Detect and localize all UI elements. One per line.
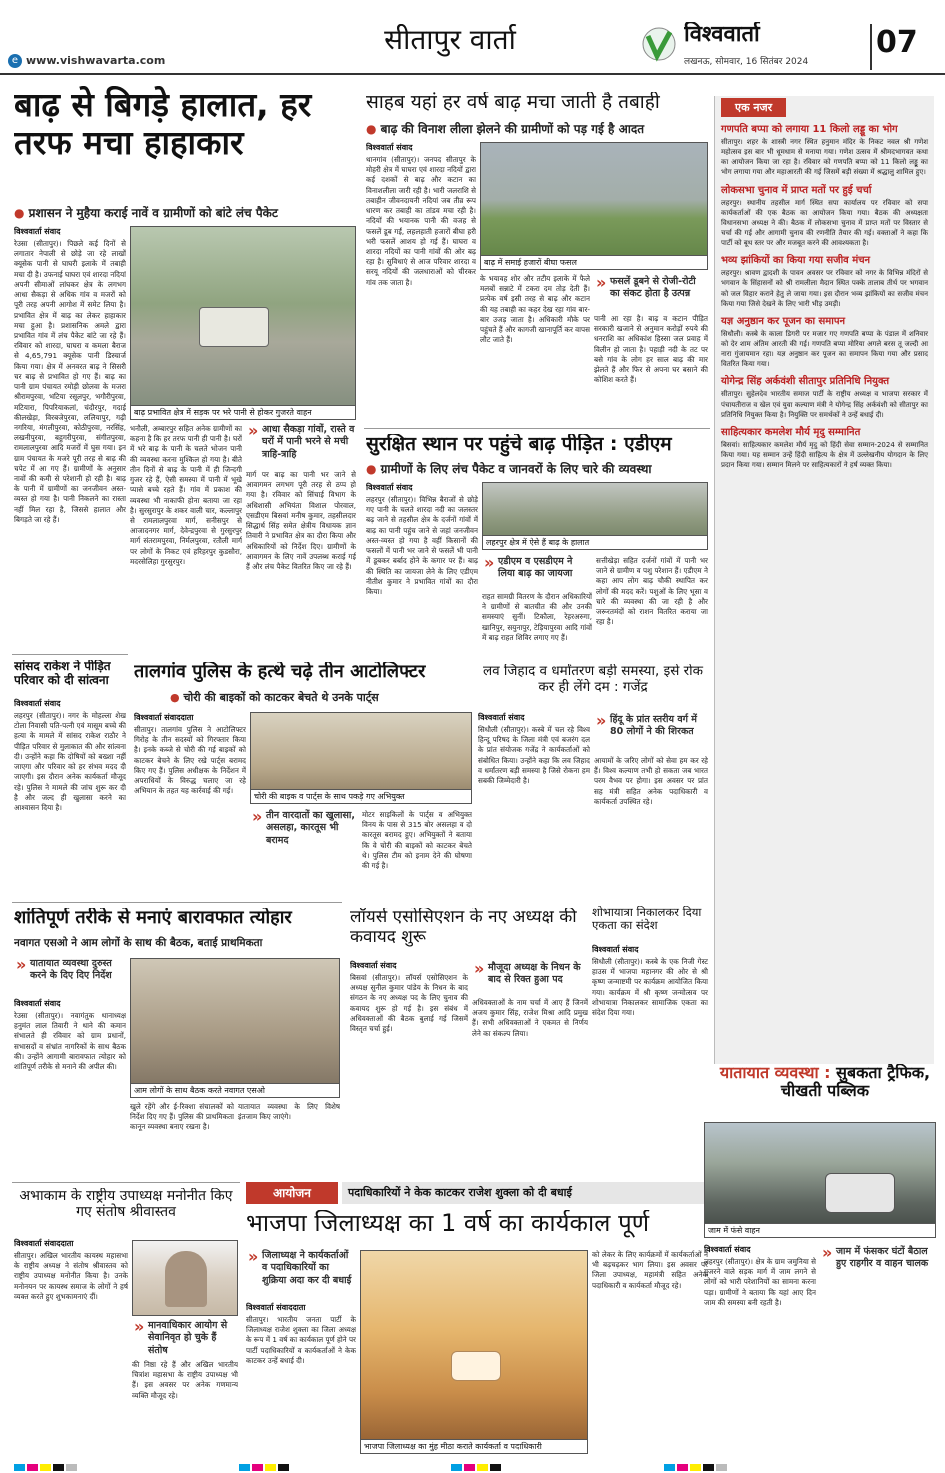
s5-sub-text: चोरी की बाइकों को काटकर बेचते थे उनके पार्ट्स [183,691,379,704]
s7-body2: खुले रहेंगे और ई-रिक्शा संचालकों को निर्देश दिए गए हैं। पुलिस की प्राथमिकता कानून व्यवस्था बनाए रखना है। [130,1102,234,1132]
s6-headline: लव जिहाद व धर्मांतरण बड़ी समस्या, इसे रोक कर ही लेंगे दम : गजेंद्र [482,664,704,695]
header-rule [0,73,945,75]
s11-headline: भाजपा जिलाध्यक्ष का 1 वर्ष का कार्यकाल पूर्ण [246,1210,650,1237]
s11-kicker: पदाधिकारियों ने केक काटकर राजेश शुक्ला को दी बधाई [342,1182,708,1204]
s11-col1 [246,1302,356,1454]
s1-col2 [130,424,242,646]
s7-body3: यातायात व्यवस्था के लिए विशेष इंतजाम किए जाएंगे। [238,1102,340,1122]
ek-nazar-item-body: सीतापुर। शहर के शास्त्री नगर स्थित हनुमान मंदिर के निकट नवल श्री गणेश महोत्सव इस बार भी धूमधाम से मनाया गया। गणेश उत्सव में श्रीमदभागवत कथा का आयोजन किया जा रहा है। रविवार को गणपति बप्पा को 11 किलो लड्डू का भोग लगाया गया और महाआरती की गई जिसमें बड़ी संख्या में श्रद्धालु शामिल हुए। [721,138,928,177]
s8-col1 [350,960,468,1178]
s11-tag: आयोजन [246,1182,338,1204]
s11-body2: को लेकर के लिए कार्यक्रमों में कार्यकर्ताओं ने भी बढ़चढ़कर भाग लिया। इस अवसर पर जिला उपाध्यक्ष, महामंत्री सहित अनेक पदाधिकारी व कार्यकर्ता मौजूद रहे। [592,1250,708,1290]
s5-body2: मोटर साइकिलों के पार्ट्स व अभियुक्त विनय के पास से 315 बोर असलहा व दो कारतूस बरामद हुए। अभियुक्तों ने बताया कि वे चोरी की बाइकों को काटकर बेचते थे। पुलिस टीम को इनाम देने की घोषणा की गई है। [362,810,472,871]
s6-col2 [594,756,708,898]
s13-headline-b: सुबकता ट्रैफिक, चीखती पब्लिक [780,1064,931,1101]
page-number: 07 [876,26,918,60]
s3-caption: लहरपुर क्षेत्र में ऐसे हैं बाढ़ के हालात [483,535,707,549]
cake-shape [451,1351,501,1381]
s1-col3 [246,470,356,646]
bullet-icon: ● [366,462,381,476]
s6-col1 [478,712,590,898]
divider [364,428,710,429]
s2-col3 [594,314,708,424]
masthead [0,0,945,75]
ek-nazar-item-body: बिसवां। साहित्यकार कमलेश मौर्य मृदु को हिंदी सेवा सम्मान-2024 से सम्मानित किया गया। यह सम्मान उन्हें हिंदी साहित्य के क्षेत्र में उल्लेखनीय योगदान के लिए प्रदान किया गया। सम्मान मिलने पर साहित्यकारों ने हर्ष व्यक्त किया। [721,440,928,470]
s8-byline: विश्ववार्ता संवाद [350,961,397,970]
s10-body2: की निष्ठा रहे हैं और अखिल भारतीय चित्रांश महासभा के राष्ट्रीय उपाध्यक्ष भी हैं। इस अवसर पर अनेक गणमान्य व्यक्ति मौजूद रहे। [132,1360,238,1400]
s9-col [592,944,708,1178]
page-number-box [870,24,872,70]
s2-caption: बाढ़ में समाई हजारों बीघा फसल [481,255,707,269]
s1-caption: बाढ़ प्रभावित क्षेत्र में सड़क पर भरे पानी से होकर गुजरते वाहन [131,405,355,419]
s5-sub [170,690,450,706]
section-title: सीतापुर वार्ता [384,24,516,56]
s2-body: थानगांव (सीतापुर)। जनपद सीतापुर के मोहरी क्षेत्र में घाघरा एवं शारदा नदियों द्वारा कई दशकों से बाढ़ और कटान का विनाशलीला जारी रही है। भारी जलराशि से तबाहीन जीवनदायनी नदियां जब तीव्र रूप धारण कर तबाही का तांडव मचा रही है। नदियों की भयानक पानी की वजह से फसलें डूब गईं, लहलहाती हजारों बीघा हरी भरी फसलें आशय हो गई हैं। घाघरा व शारदा नदियों का पानी गांवों की ओर बढ़ रहा है। सुविधाएं से आज परिवार शारदा व सरयू नदियों की जलधाराओं को चीरकर गांव तक जाता है। [366,155,476,287]
s5-byline: विश्ववार्ता संवाददाता [134,713,194,722]
s1-body3: मार्ग पर बाढ़ का पानी भर जाने से आवागमन लगभग पूरी तरह से ठप्प हो गया है। रविवार को सिंचाई विभाग के अधिशासी अभियंता विशाल पोरवाल, एसडीएम बिसवां मनीष कुमार, तहसीलदार सिद्धार्थ सिंह समेत क्षेत्रीय विधायक ज्ञान तिवारी ने प्रभावित क्षेत्र का दौरा किया और अधिकारियों को निर्देश दिए। ग्रामीणों के आवागमन के लिए नावें उपलब्ध कराई गई हैं और लंच पैकेट वितरित किए जा रहे हैं। [246,470,356,571]
s7-body: रेउसा (सीतापुर)। नवागंतुक थानाध्यक्ष हनुमंत लाल तिवारी ने थाने की कमान संभालते ही रविवार को ग्राम प्रधानों, सभासदों व संभ्रांत नागरिकों के साथ बैठक की। उन्होंने आगामी बारावफात त्योहार को शांतिपूर्ण तरीके से मनाने की अपील की। [14,1011,126,1072]
s7-sub: नवागत एसओ ने आम लोगों के साथ की बैठक, बताई प्राथमिकता [14,937,263,949]
s3-body3: सत्तीखेड़ा सहित दर्जनों गांवों में पानी भर जाने से ग्रामीण व पशु परेशान हैं। एडीएम ने कहा आप लोग बाढ़ चौकी स्थापित कर लोगों की मदद करें। पशुओं के लिए भूसा व चारे की व्यवस्था की जा रही है और जरूरतमंदों को राशन वितरित कराया जा रहा है। [596,556,708,627]
s3-col1 [366,482,478,660]
s3-body: लहरपुर (सीतापुर)। विभिन्न बैराजों से छोड़े गए पानी के चलते शारदा नदी का जलस्तर बढ़ जाने से तहसील क्षेत्र के दर्जनों गांवों में बाढ़ का पानी पहुंच जाने से जहां जनजीवन अस्त-व्यस्त हो गया है वहीं किसानों की फसलों में पानी भर जाने से फसलें भी पानी में डूबकर बर्बाद होने के कगार पर हैं। बाढ़ की स्थिति का जायजा लेने के लिए एडीएम नीतीश कुमार ने प्रभावित गांवों का दौरा किया। [366,495,478,596]
s3-body2: राहत सामग्री वितरण के दौरान अधिकारियों ने ग्रामीणों से बातचीत की और उनकी समस्याएं सुनीं। टिकौला, रेहरअरुगा, खानिपुर, सयुनापुर, टेड़ियापुरवा आदि गांवों में बाढ़ राहत शिविर लगाए गए हैं। [482,592,592,642]
s3-sub [366,460,712,476]
s5-col1 [134,712,246,898]
bullet-icon: ● [14,206,29,220]
s13-headline [714,1064,936,1114]
ek-nazar-item-title: योगेन्द्र सिंह अर्कवंशी सीतापुर प्रतिनिधि नियुक्त [721,376,890,388]
s2-byline: विश्ववार्ता संवाद [366,143,413,152]
car-shape [825,1173,895,1213]
ek-nazar-item-body: सीतापुर। सुहेलदेव भारतीय समाज पार्टी के राष्ट्रीय अध्यक्ष व भाजपा सरकार में पंचायतीराज व खेल एवं युवा कल्याण मंत्री ने योगेन्द्र सिंह अर्कवंशी को सीतापुर का प्रतिनिधि नियुक्त किया है। नियुक्ति पर समर्थकों ने उन्हें बधाई दी। [721,390,928,419]
s5-pull: » तीन वारदातों का खुलासा, असलहा, कारतूस भी बरामद [250,810,358,850]
s2-sub-text: बाढ़ की विनाश लीला झेलने की ग्रामीणों को पड़ गई है आदत [380,122,645,136]
s1-text-col [14,226,126,646]
s11-pull: » जिलाध्यक्ष ने कार्यकर्ताओं व पदाधिकारियों का शुक्रिया अदा कर दी बधाई [246,1250,356,1298]
s3-col2 [482,592,592,660]
s1-sub [14,204,354,220]
s12-caption: जाम में फंसे वाहन [705,1223,935,1237]
s7-photo [130,958,340,1098]
s6-body2: आयामों के जरिए लोगों को सेवा हम कर रहे हैं। विश्व कल्याण तभी हो सकता जब भारत परम वैभव पर होगा। इस अवसर पर प्रांत सह मंत्री सहित अनेक पदाधिकारी व कार्यकर्ता उपस्थित रहे। [594,756,708,806]
s2-sub [366,120,706,136]
s7-pull: » यातायात व्यवस्था दुरुस्त करने के दिए दिए निर्देश [14,958,126,994]
s5-headline: तालगांव पुलिस के हत्थे चढ़े तीन आटोलिफ्टर [134,662,426,682]
s10-col1 [14,1238,128,1454]
s3-byline: विश्ववार्ता संवाद [366,483,413,492]
s11-photo [360,1250,588,1454]
s4-byline: विश्ववार्ता संवाद [14,699,61,708]
bullet-icon: ● [366,122,381,136]
s1-sub-text: प्रशासन ने मुहैया कराई नावें व ग्रामीणों को बांटे लंच पैकेट [28,206,278,220]
s11-byline: विश्ववार्ता संवाददाता [246,1303,306,1312]
s7-col1 [14,998,126,1178]
ek-nazar-list [721,121,928,470]
s1-body2: भनौली, अम्बारपुर सहित अनेक ग्रामीणों का कहना है कि हर तरफ पानी ही पानी है। घरों में भरे बाढ़ के पानी के चलते भोजन पानी की व्यवस्था करना मुश्किल हो गया है। बीते तीन दिनों से बाढ़ के पानी में ही जिन्दगी गुजर रहे हैं, ऐसी समस्या में पानी में भूखे प्यासे बच्चे रहते हैं। गांव में प्रकाश की व्यवस्था भी नाकाफी होना बताया जा रहा है। सुरसुरापुर के शकर वाली चार, कल्लापुर से रामलालपुरवा मार्ग, सनीसपुर से आजादनगर मार्ग, देवेन्द्रपुरवा से गुरसुरपुर मार्ग संतरामपुरवा, निर्मलपुरवा, रतौली मार्ग पर लोगों के निकट एवं हरिहरपुर कुडसौरा, मदरसेलिहा गुरसुरपुर। [130,424,242,566]
registration-strip [14,1460,934,1471]
s6-byline: विश्ववार्ता संवाद [478,713,525,722]
s3-col3 [596,556,708,660]
ek-nazar-item-body: लहरपुर। श्रावण द्वादशी के पावन अवसर पर रविवार को नगर के विभिन्न मंदिरों से भगवान के सिंहासनों को श्री रामलीला मैदान स्थित पक्के तालाब तीर्थ पर भगवान को जल विहार कराने हेतु ले जाया गया। इस दौरान भव्य झांकियों का सजीव मंचन किया गया जिसे देखने के लिए भारी भीड़ उमड़ी। [721,269,928,308]
ek-nazar-item-title: गणपति बप्पा को लगाया 11 किलो लड्डू का भोग [721,124,898,135]
s3-sub-text: ग्रामीणों के लिए लंच पैकेट व जानवरों के लिए चारे की व्यवस्था [380,462,652,476]
s2-headline: साहब यहां हर वर्ष बाढ़ मचा जाती है तबाही [366,92,660,113]
s8-pull: » मौजूदा अध्यक्ष के निधन के बाद से रिक्त हुआ पद [472,962,586,992]
s12-body: लहरपुर (सीतापुर)। क्षेत्र के ग्राम जमुनिया से गुजरने वाले सड़क मार्ग में जाम लगने से लोगों को भारी परेशानियों का सामना करना पड़ा। ग्रामीणों ने बताया कि यहां आए दिन जाम की समस्या बनी रहती है। [704,1257,816,1307]
s6-body: सिधौली (सीतापुर)। कस्बे में चल रहे विश्व हिन्दू परिषद के जिला मंत्री एवं बजरंग दल के प्रांत संयोजक गजेंद्र ने कार्यकर्ताओं को संबोधित किया। उन्होंने कहा कि लव जिहाद व धर्मांतरण बड़ी समस्या है जिसे रोकना हम सबकी जिम्मेदारी है। [478,725,590,786]
bullet-icon: ● [170,691,184,704]
s5-col2 [362,810,472,898]
ek-nazar-item-title: लोकसभा चुनाव में प्राप्त मतों पर हुई चर्चा [721,184,872,196]
ek-nazar-tag: एक नजर [721,98,786,117]
s1-pull: » आधा सैकड़ा गांवों, रास्ते व घरों में पानी भरने से मची त्राहि-त्राहि [246,424,356,464]
s2-body3: पानी आ रहा है। बाढ़ व कटान पीड़ित सरकारी खजाने से अनुमान करोड़ों रुपये की धनराशि का अधिकांश हिस्सा जल प्रवाह में विलीन हो जाता है। पहाड़ी नदी के तट पर बसे गांव के लोग हर साल बाढ़ की मार झेलते हैं और फिर से अपना घर बसाने की कोशिश करते हैं। [594,314,708,385]
s2-pull-box: » फसलें डूबने से रोजी-रोटी का संकट होता है उत्पन्न [594,276,708,312]
s9-body: सिधौली (सीतापुर)। कस्बे के एक निजी गेस्ट हाउस में भाजपा महानगर की ओर से श्री कृष्ण जन्माष्टमी पर कार्यक्रम आयोजित किया गया। कार्यक्रम में श्री कृष्ण जन्मोत्सव पर शोभायात्रा निकालकर सामाजिक एकता का संदेश दिया गया। [592,957,708,1018]
s2-col1 [366,142,476,422]
s8-body2: अधिवक्ताओं के नाम चर्चा में आए हैं जिनमें अजय कुमार सिंह, राजेश मिश्रा आदि प्रमुख हैं। सभी अधिवक्ताओं ने एकमत से निर्णय लेने का संकल्प लिया। [472,998,588,1038]
s7-headline: शांतिपूर्ण तरीके से मनाएं बारावफात त्योहार [14,908,292,928]
s10-body: सीतापुर। अखिल भारतीय कायस्थ महासभा के राष्ट्रीय अध्यक्ष ने संतोष श्रीवास्तव को राष्ट्रीय उपाध्यक्ष मनोनीत किया है। उनके मनोनयन पर कायस्थ समाज के लोगों ने हर्ष व्यक्त करते हुए शुभकामनाएं दीं। [14,1251,128,1301]
s8-headline: लॉयर्स एसोसिएशन के नए अध्यक्ष की कवायद शुरू [350,908,577,947]
s3-photo [482,482,708,550]
s7-col3 [238,1102,340,1178]
s10-photo [132,1240,238,1316]
website-logo: e [8,54,22,68]
s13-headline-a: यातायात व्यवस्था : [719,1064,837,1082]
s12-photo [704,1122,936,1238]
dateline: लखनऊ, सोमवार, 16 सितंबर 2024 [684,57,809,67]
s11-body: सीतापुर। भारतीय जनता पार्टी के जिलाध्यक्ष राजेश शुक्ला का जिला अध्यक्ष के रूप में 1 वर्ष का कार्यकाल पूर्ण होने पर पार्टी पदाधिकारियों व कार्यकर्ताओं ने केक काटकर उन्हें बधाई दी। [246,1315,356,1365]
s9-headline: शोभायात्रा निकालकर दिया एकता का संदेश [592,906,702,933]
s7-col2 [130,1102,234,1178]
vehicle-shape [199,307,269,347]
ek-nazar-box [714,96,934,1064]
s6-pull: » हिंदू के प्रांत स्तरीय वर्ग में 80 लोगों ने की शिरकत [594,714,708,750]
s4-headline: सांसद राकेश ने पीड़ित परिवार को दी सांत्वना [14,660,111,687]
s5-photo [250,712,472,804]
s5-caption: चोरी की बाइक व पार्ट्स के साथ पकड़े गए अभियुक्त [251,789,471,803]
s2-col2 [480,274,590,424]
ek-nazar-item-body: लहरपुर। स्थानीय तहसील मार्ग स्थित सपा कार्यालय पर रविवार को सपा कार्यकर्ताओं की एक बैठक का आयोजन किया गया। बैठक की अध्यक्षता विधानसभा अध्यक्ष ने की। बैठक में लोकसभा चुनाव में प्राप्त मतों पर विस्तार से चर्चा की गई और आगामी चुनाव की रणनीति तैयार की गई। वक्ताओं ने कहा कि पार्टी को बूथ स्तर पर और मजबूत करने की आवश्यकता है। [721,198,928,248]
s12-pull: » जाम में फंसकर घंटों बैठाल हुए राहगीर व वाहन चालक [820,1246,936,1282]
s11-caption: भाजपा जिलाध्यक्ष का मुंह मीठा कराते कार्यकर्ता व पदाधिकारी [361,1439,587,1453]
s10-pull: » मानवाधिकार आयोग से सेवानिवृत हो चुके हैं संतोष [132,1320,238,1356]
s10-headline: अभाकाम के राष्ट्रीय उपाध्यक्ष मनोनीत किए गए संतोष श्रीवास्तव [19,1188,233,1221]
divider [12,1182,240,1183]
website-url[interactable]: www.vishwavarta.com [26,54,166,67]
s10-col2 [132,1360,238,1454]
s12-byline: विश्ववार्ता संवाद [704,1245,751,1254]
s5-body: सीतापुर। तालगांव पुलिस ने आटोलिफ्टर गिरोह के तीन सदस्यों को गिरफ्तार किया है। इनके कब्जे से चोरी की गई बाइकों को काटकर बेचने के लिए रखे पार्ट्स बरामद किए गए हैं। पुलिस अधीक्षक के निर्देशन में अपराधियों के विरुद्ध चलाए जा रहे अभियान के तहत यह कार्रवाई की गई। [134,725,246,796]
s8-col2 [472,998,588,1178]
s4-col [14,698,126,898]
ek-nazar-item-title: भव्य झांकियों का किया गया सजीव मंचन [721,255,871,267]
ek-nazar-item-body: सिधौली। कस्बे के काला डिगरी पर मजार गए गणपति बप्पा के पंडाल में शनिवार को देर शाम अंतिम आरती की गई। गणपति बप्पा मोरिया अगले बरस तू जल्दी आ नारा गुंजायमान रहा। यज्ञ अनुष्ठान कर पूजन का समापन किया गया और प्रसाद वितरित किया गया। [721,329,928,369]
s7-caption: आम लोगों के साथ बैठक करते नवागत एसओ [131,1083,339,1097]
s1-byline: विश्ववार्ता संवाद [14,227,61,236]
s10-byline: विश्ववार्ता संवाददाता [14,1239,74,1248]
divider [12,654,128,655]
ek-nazar-item-title: साहित्यकार कमलेश मौर्य मृदु सम्मानित [721,426,861,438]
s3-headline: सुरक्षित स्थान पर पहुंचे बाढ़ पीड़ित : एडीएम [366,434,672,455]
divider [12,902,342,903]
s1-headline: बाढ़ से बिगड़े हालात, हर तरफ मचा हाहाकार [14,86,312,162]
s1-photo [130,226,356,420]
s7-byline: विश्ववार्ता संवाद [14,999,61,1008]
s2-body2: के भयावह शोर और तटीय इलाके में फैले मलबों सन्नाटे में टकरा दम तोड़ देती हैं। प्रत्येक वर्ष इसी तरह से बाढ़ और कटान की यह तबाही का कहर देख रहा गांव बार-बार उजड़ जाता है। अधिकारी मौके पर पहुंचते हैं और कागजी खानापूर्ति कर वापस लौट जाते हैं। [480,274,590,345]
s4-body: लहरपुर (सीतापुर)। नगर के मोहल्ला शेख टोला निवासी पति-पत्नी एवं मासूम बच्चे की हत्या के मामले में सांसद राकेश राठौर ने पीड़ित परिवार से मुलाकात की और सांत्वना दी। उन्होंने कहा कि दोषियों को बख्शा नहीं जाएगा और परिवार को हर संभव मदद दी जाएगी। इस दौरान अनेक कार्यकर्ता मौजूद रहे। पुलिस ने मामले की जांच शुरू कर दी है और जल्द ही खुलासा करने का आश्वासन दिया है। [14,711,126,812]
s9-byline: विश्ववार्ता संवाद [592,945,639,954]
s12-col1 [704,1244,816,1454]
s8-body: बिसवां (सीतापुर)। लॉयर्स एसोसिएशन के अध्यक्ष सुनील कुमार पांडेय के निधन के बाद संगठन के नए अध्यक्ष पद के लिए चुनाव की कवायद शुरू हो गई है। इस संबंध में अधिवक्ताओं की बैठक बुलाई गई जिसमें विस्तृत चर्चा हुई। [350,973,468,1034]
s2-photo [480,142,708,270]
s3-pull: » एडीएम व एसडीएम ने लिया बाढ़ का जायजा [482,556,592,586]
portrait-shape [165,1251,207,1307]
paper-logo-icon [640,26,678,62]
s1-body: रेउसा (सीतापुर)। पिछले कई दिनों से लगातार नेपाली से छोड़े जा रहे लाखों क्यूसेक पानी से घाघरी इलाके में तबाही मचा दी है। उफनाई घाघरा एवं शारदा नदियां अपनी सीमाओं लांघकर क्षेत्र के लगभग आधा सैकड़ा से अधिक गांव व मजरों को पूरी तरह अपनी आगोश में समेट लिया है। प्रभावित क्षेत्र में बाढ़ का लेकर हाहाकार मचा हुआ है। प्रशासनिक अमले द्वारा प्रभावित गांव में लंच पैकेट बांटे जा रहे हैं। रविवार को शारदा, घाघरा व कमला बैराज से 4,65,791 क्यूसेक पानी डिस्चार्ज किया गया। क्षेत्र में अनवरत बाढ़ ने सिसरी चर बाढ़ से प्रभावित हो गए हैं। बाढ़ का पानी ग्राम पंचायत रमोड़ी छोलवा के मजरा श्रीरामपुरवा, भटिया रसूलपुर, भगौरीपुरवा, मटियारा, पिपरियाकलां, चंदौरपुर, गदाई कीलखेड़ा, विरबजेपुरवा, ललियापुर, गढ़ी नगरिया, मंगलीपुरवा, कोठीपुरवा, नरसिंह, लखनीपुरवा, बहुगरीपुरवा, संगीतपुरवा, रामलालपुरवा आदि मजरों में घुस गया। इन ग्राम पंचायत के मजरे पूरी तरह से बाढ़ की चपेट में आ गए हैं। ग्रामीणों के अनुसार नावों की कमी से परेशानी हो रही है। बाढ़ के पानी में ग्रामीणों का जनजीवन अस्त-व्यस्त हो गया है। पानी निकलने का रास्ता नहीं मिल रहा है, जिससे हालात और बिगड़ते जा रहे हैं। [14,239,126,524]
paper-name: विश्ववार्ता [684,22,760,47]
s11-col2 [592,1250,708,1454]
ek-nazar-item-title: यज्ञ अनुष्ठान कर पूजन का समापन [721,315,846,327]
